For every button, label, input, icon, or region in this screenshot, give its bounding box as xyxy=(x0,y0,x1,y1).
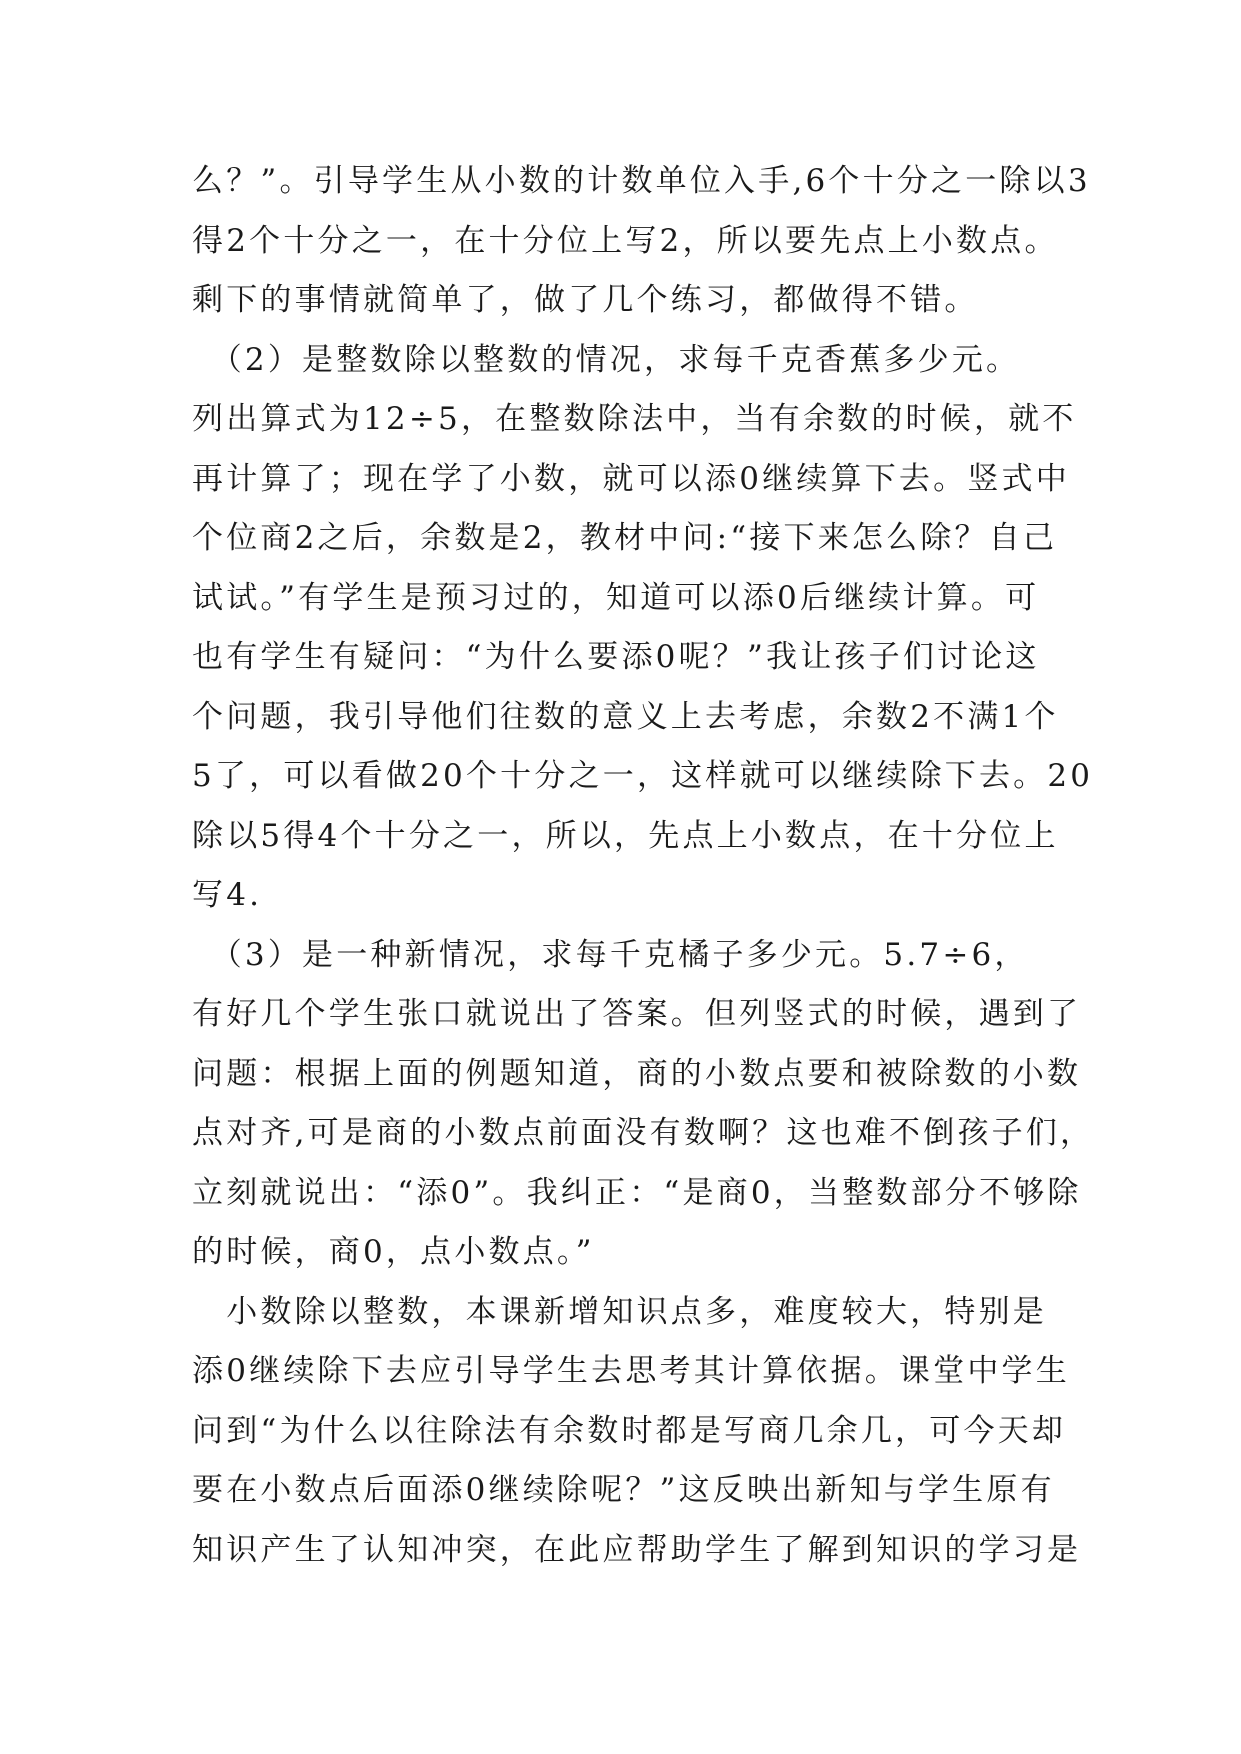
text-line: 写4. xyxy=(192,877,263,913)
text-line: 有好几个学生张口就说出了答案。但列竖式的时候，遇到了 xyxy=(192,996,1082,1032)
text-line: 立刻就说出：“添0”。我纠正：“是商0，当整数部分不够除 xyxy=(192,1174,1082,1211)
text-line: 个问题，我引导他们往数的意义上去考虑，余数2不满1个 xyxy=(192,698,1059,735)
text-line: 再计算了；现在学了小数，就可以添0继续算下去。竖式中 xyxy=(192,460,1070,497)
text-line: 也有学生有疑问：“为什么要添0呢？”我让孩子们讨论这 xyxy=(192,639,1040,675)
text-line: 要在小数点后面添0继续除呢？”这反映出新知与学生原有 xyxy=(192,1472,1055,1508)
text-line: 个位商2之后，余数是2，教材中问:“接下来怎么除？自己 xyxy=(192,520,1058,556)
text-line: 剩下的事情就简单了，做了几个练习，都做得不错。 xyxy=(192,282,979,318)
text-line: 试试。”有学生是预习过的，知道可以添0后继续计算。可 xyxy=(192,579,1040,616)
text-line: 添0继续除下去应引导学生去思考其计算依据。课堂中学生 xyxy=(192,1353,1070,1389)
text-line: 5了，可以看做20个十分之一，这样就可以继续除下去。20 xyxy=(192,758,1094,794)
text-line: 问题：根据上面的例题知道，商的小数点要和被除数的小数 xyxy=(192,1055,1082,1092)
text-line: 问到“为什么以往除法有余数时都是写商几余几，可今天却 xyxy=(192,1412,1067,1449)
text-line: 小数除以整数，本课新增知识点多，难度较大，特别是 xyxy=(192,1293,1047,1330)
text-line: 得2个十分之一，在十分位上写2，所以要先点上小数点。 xyxy=(192,222,1059,259)
text-line: 点对齐,可是商的小数点前面没有数啊？这也难不倒孩子们， xyxy=(192,1115,1095,1151)
text-line: 列出算式为12÷5，在整数除法中，当有余数的时候，就不 xyxy=(192,401,1077,437)
text-line: 知识产生了认知冲突，在此应帮助学生了解到知识的学习是 xyxy=(192,1531,1082,1568)
text-line: 除以5得4个十分之一，所以，先点上小数点，在十分位上 xyxy=(192,817,1059,854)
body-text xyxy=(192,152,1095,1580)
text-line: 么？”。引导学生从小数的计数单位入手,6个十分之一除以3 xyxy=(192,163,1091,199)
text-line: （3）是一种新情况，求每千克橘子多少元。5.7÷6， xyxy=(192,936,1029,973)
text-line: 的时候，商0，点小数点。” xyxy=(192,1234,595,1270)
text-line: （2）是整数除以整数的情况，求每千克香蕉多少元。 xyxy=(192,341,1021,378)
